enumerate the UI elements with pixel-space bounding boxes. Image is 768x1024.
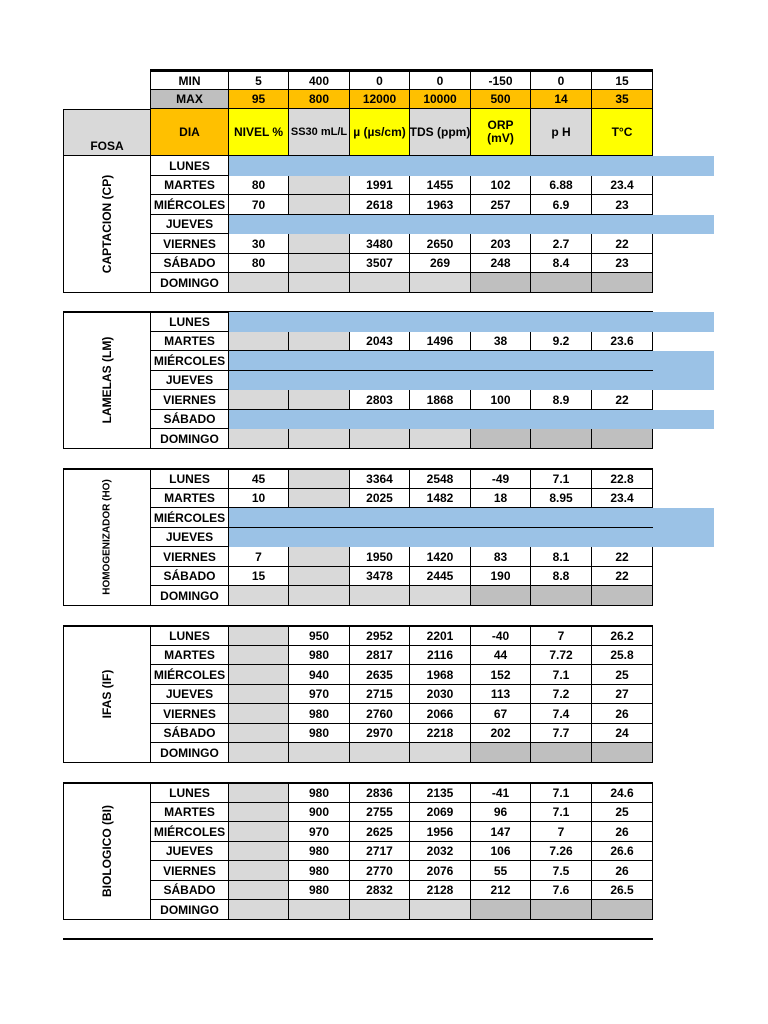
data-cell [410, 429, 471, 449]
data-cell [289, 254, 350, 273]
data-cell: 80 [229, 254, 289, 273]
data-cell [289, 469, 350, 489]
data-cell: 3507 [350, 254, 410, 273]
section-label-cell [63, 312, 151, 449]
data-cell [229, 646, 289, 665]
data-cell: 2970 [350, 724, 410, 743]
data-cell: 212 [471, 881, 531, 900]
data-cell: 970 [289, 822, 350, 842]
data-cell: 7.1 [531, 665, 592, 685]
day-label: DOMINGO [150, 273, 229, 293]
data-cell: 83 [471, 547, 531, 567]
data-cell: 1956 [410, 822, 471, 842]
data-cell: 23.4 [592, 176, 653, 195]
data-cell [229, 743, 289, 763]
max-value: 500 [471, 90, 531, 109]
data-cell: 2836 [350, 783, 410, 803]
data-cell: 7.7 [531, 724, 592, 743]
data-cell: 100 [471, 390, 531, 410]
data-cell: 269 [410, 254, 471, 273]
data-cell [289, 743, 350, 763]
data-cell: 1496 [410, 332, 471, 351]
data-cell: 2066 [410, 704, 471, 724]
data-cell [289, 234, 350, 254]
data-cell [289, 586, 350, 606]
data-cell: 27 [592, 685, 653, 704]
data-cell: -49 [471, 469, 531, 489]
data-cell [350, 273, 410, 293]
data-cell: 26 [592, 822, 653, 842]
data-cell: 22 [592, 567, 653, 586]
data-cell: 2755 [350, 803, 410, 822]
data-cell: 26.6 [592, 842, 653, 861]
data-cell: 3364 [350, 469, 410, 489]
section-label-cell [63, 626, 151, 763]
column-header: T°C [592, 109, 653, 156]
min-value: 0 [350, 69, 410, 90]
day-label: DOMINGO [150, 900, 229, 920]
section-label-cell [63, 469, 151, 606]
data-cell: 2760 [350, 704, 410, 724]
data-cell: 7.72 [531, 646, 592, 665]
data-cell: 96 [471, 803, 531, 822]
data-cell [350, 900, 410, 920]
day-label: LUNES [150, 156, 229, 176]
day-label: JUEVES [150, 685, 229, 704]
data-cell [289, 390, 350, 410]
data-cell [229, 429, 289, 449]
day-label: MARTES [150, 332, 229, 351]
section-label-cell [63, 783, 151, 920]
data-cell: 2548 [410, 469, 471, 489]
data-cell: 980 [289, 646, 350, 665]
no-sample-band [229, 351, 714, 371]
min-value: 5 [229, 69, 289, 90]
data-cell: 2635 [350, 665, 410, 685]
data-cell: -40 [471, 626, 531, 646]
max-label: MAX [150, 90, 229, 109]
data-cell [350, 586, 410, 606]
data-cell [592, 743, 653, 763]
column-header: µ (µs/cm) [350, 109, 410, 156]
day-label: SÁBADO [150, 567, 229, 586]
max-value: 35 [592, 90, 653, 109]
data-cell: 950 [289, 626, 350, 646]
data-cell: -41 [471, 783, 531, 803]
day-label: MIÉRCOLES [150, 822, 229, 842]
data-cell [229, 724, 289, 743]
data-cell [229, 586, 289, 606]
dia-header: DIA [150, 109, 229, 156]
data-cell: 22 [592, 547, 653, 567]
max-value: 10000 [410, 90, 471, 109]
data-cell [289, 332, 350, 351]
data-cell [410, 586, 471, 606]
no-sample-band [229, 156, 714, 176]
data-cell [471, 429, 531, 449]
data-cell [229, 900, 289, 920]
data-cell: 70 [229, 195, 289, 215]
day-label: JUEVES [150, 842, 229, 861]
data-cell: 2128 [410, 881, 471, 900]
data-cell [592, 273, 653, 293]
day-label: DOMINGO [150, 743, 229, 763]
column-header: p H [531, 109, 592, 156]
day-label: DOMINGO [150, 586, 229, 606]
data-cell: 2201 [410, 626, 471, 646]
data-cell [471, 273, 531, 293]
data-cell [229, 665, 289, 685]
data-cell: 102 [471, 176, 531, 195]
data-cell [229, 842, 289, 861]
data-cell: 1991 [350, 176, 410, 195]
max-value: 95 [229, 90, 289, 109]
data-cell: 7.1 [531, 803, 592, 822]
data-cell: 2618 [350, 195, 410, 215]
no-sample-band [229, 508, 714, 528]
data-cell [471, 586, 531, 606]
data-cell: 22 [592, 234, 653, 254]
data-cell: 2043 [350, 332, 410, 351]
min-label: MIN [150, 69, 229, 90]
data-cell: 23 [592, 254, 653, 273]
day-label: MIÉRCOLES [150, 351, 229, 371]
data-cell: 3478 [350, 567, 410, 586]
data-cell [410, 900, 471, 920]
data-cell: 2069 [410, 803, 471, 822]
data-cell: 55 [471, 861, 531, 881]
day-label: LUNES [150, 783, 229, 803]
data-cell: 940 [289, 665, 350, 685]
data-cell: 1963 [410, 195, 471, 215]
data-cell [592, 586, 653, 606]
no-sample-band [229, 528, 714, 547]
data-cell [471, 900, 531, 920]
data-cell: 2625 [350, 822, 410, 842]
day-label: SÁBADO [150, 724, 229, 743]
data-cell: 24 [592, 724, 653, 743]
day-label: DOMINGO [150, 429, 229, 449]
data-cell: 23 [592, 195, 653, 215]
day-label: MIÉRCOLES [150, 508, 229, 528]
data-cell: 147 [471, 822, 531, 842]
data-cell [410, 743, 471, 763]
data-cell: 9.2 [531, 332, 592, 351]
page-bottom-rule [63, 938, 653, 940]
day-label: MARTES [150, 803, 229, 822]
data-cell: 1868 [410, 390, 471, 410]
data-cell: 2770 [350, 861, 410, 881]
day-label: VIERNES [150, 704, 229, 724]
data-cell: 8.8 [531, 567, 592, 586]
data-cell: 8.4 [531, 254, 592, 273]
data-cell: 2832 [350, 881, 410, 900]
data-cell: 980 [289, 783, 350, 803]
data-cell [531, 273, 592, 293]
data-cell [289, 547, 350, 567]
day-label: SÁBADO [150, 254, 229, 273]
data-cell [229, 704, 289, 724]
column-header: SS30 mL/L [289, 109, 350, 156]
data-cell: 23.6 [592, 332, 653, 351]
data-cell [229, 783, 289, 803]
data-cell [289, 567, 350, 586]
data-cell [229, 803, 289, 822]
data-cell: 10 [229, 489, 289, 508]
data-cell: 152 [471, 665, 531, 685]
data-cell: 113 [471, 685, 531, 704]
min-value: 0 [531, 69, 592, 90]
no-sample-band [229, 410, 714, 429]
day-label: SÁBADO [150, 881, 229, 900]
data-cell: 44 [471, 646, 531, 665]
column-header: NIVEL % [229, 109, 289, 156]
day-label: VIERNES [150, 547, 229, 567]
data-cell: 22.8 [592, 469, 653, 489]
data-cell: 980 [289, 842, 350, 861]
data-cell: 980 [289, 704, 350, 724]
data-cell: 6.9 [531, 195, 592, 215]
day-label: JUEVES [150, 371, 229, 390]
day-label: MARTES [150, 646, 229, 665]
data-cell [350, 743, 410, 763]
day-label: LUNES [150, 469, 229, 489]
data-cell: 26.2 [592, 626, 653, 646]
section-name: IFAS (IF) [100, 669, 114, 719]
no-sample-band [229, 312, 714, 332]
data-cell: 900 [289, 803, 350, 822]
data-cell: 257 [471, 195, 531, 215]
max-value: 12000 [350, 90, 410, 109]
data-cell: 2.7 [531, 234, 592, 254]
data-cell: 24.6 [592, 783, 653, 803]
day-label: VIERNES [150, 234, 229, 254]
day-label: MIÉRCOLES [150, 665, 229, 685]
data-cell: 7.26 [531, 842, 592, 861]
data-cell: 30 [229, 234, 289, 254]
data-cell: 2218 [410, 724, 471, 743]
data-cell [229, 685, 289, 704]
data-cell: 1950 [350, 547, 410, 567]
data-cell [531, 586, 592, 606]
data-cell: 26 [592, 861, 653, 881]
data-cell [229, 273, 289, 293]
data-cell: 7 [531, 626, 592, 646]
fosa-header [63, 109, 151, 156]
data-cell [229, 861, 289, 881]
data-cell [471, 743, 531, 763]
data-cell: 2803 [350, 390, 410, 410]
data-cell: 7.1 [531, 783, 592, 803]
data-cell [592, 429, 653, 449]
no-sample-band [229, 215, 714, 234]
data-cell: 26 [592, 704, 653, 724]
no-sample-band [229, 371, 714, 390]
max-value: 800 [289, 90, 350, 109]
data-cell [229, 626, 289, 646]
data-cell: 25 [592, 665, 653, 685]
data-cell: 203 [471, 234, 531, 254]
data-cell [289, 489, 350, 508]
data-cell: 202 [471, 724, 531, 743]
data-cell: 2650 [410, 234, 471, 254]
data-cell: 190 [471, 567, 531, 586]
data-cell: 7 [531, 822, 592, 842]
data-cell: 2116 [410, 646, 471, 665]
day-label: LUNES [150, 312, 229, 332]
section-name: LAMELAS (LM) [100, 336, 114, 424]
data-cell: 8.1 [531, 547, 592, 567]
data-cell: 45 [229, 469, 289, 489]
section-name: CAPTACION (CP) [100, 174, 114, 273]
data-cell: 8.95 [531, 489, 592, 508]
data-cell: 248 [471, 254, 531, 273]
data-cell: 2030 [410, 685, 471, 704]
data-cell: 18 [471, 489, 531, 508]
data-cell: 7.5 [531, 861, 592, 881]
day-label: MIÉRCOLES [150, 195, 229, 215]
data-cell: 2817 [350, 646, 410, 665]
data-cell [229, 332, 289, 351]
day-label: MARTES [150, 489, 229, 508]
data-cell: 23.4 [592, 489, 653, 508]
data-cell: 7.4 [531, 704, 592, 724]
data-cell [289, 429, 350, 449]
data-cell [229, 822, 289, 842]
data-cell: 1420 [410, 547, 471, 567]
data-cell: 7.1 [531, 469, 592, 489]
section-label-cell [63, 156, 151, 293]
min-value: 400 [289, 69, 350, 90]
data-cell: 970 [289, 685, 350, 704]
data-cell [229, 390, 289, 410]
data-cell: 7.6 [531, 881, 592, 900]
data-cell [531, 743, 592, 763]
data-cell: 2076 [410, 861, 471, 881]
data-cell: 67 [471, 704, 531, 724]
column-header: TDS (ppm) [410, 109, 471, 156]
data-cell [289, 176, 350, 195]
day-label: JUEVES [150, 528, 229, 547]
data-cell: 8.9 [531, 390, 592, 410]
data-cell: 38 [471, 332, 531, 351]
data-cell [289, 195, 350, 215]
column-header: ORP (mV) [471, 109, 531, 156]
data-cell: 2717 [350, 842, 410, 861]
data-cell: 25 [592, 803, 653, 822]
min-value: 15 [592, 69, 653, 90]
data-cell: 22 [592, 390, 653, 410]
data-cell: 2952 [350, 626, 410, 646]
data-cell: 1482 [410, 489, 471, 508]
fosa-label: FOSA [90, 139, 124, 153]
data-cell: 106 [471, 842, 531, 861]
data-cell: 1455 [410, 176, 471, 195]
max-value: 14 [531, 90, 592, 109]
data-cell: 3480 [350, 234, 410, 254]
min-value: 0 [410, 69, 471, 90]
data-cell [592, 900, 653, 920]
data-cell: 980 [289, 861, 350, 881]
data-cell [350, 429, 410, 449]
day-label: JUEVES [150, 215, 229, 234]
data-cell: 15 [229, 567, 289, 586]
data-cell: 25.8 [592, 646, 653, 665]
data-cell [410, 273, 471, 293]
data-cell [289, 273, 350, 293]
data-cell [531, 900, 592, 920]
data-cell: 6.88 [531, 176, 592, 195]
data-cell: 1968 [410, 665, 471, 685]
data-cell: 2025 [350, 489, 410, 508]
data-cell: 2032 [410, 842, 471, 861]
data-cell: 980 [289, 881, 350, 900]
data-cell: 2445 [410, 567, 471, 586]
data-cell: 80 [229, 176, 289, 195]
day-label: SÁBADO [150, 410, 229, 429]
min-value: -150 [471, 69, 531, 90]
section-name: BIOLOGICO (BI) [100, 805, 114, 898]
data-cell: 7.2 [531, 685, 592, 704]
data-cell: 980 [289, 724, 350, 743]
day-label: LUNES [150, 626, 229, 646]
data-cell: 7 [229, 547, 289, 567]
day-label: VIERNES [150, 861, 229, 881]
data-cell [229, 881, 289, 900]
day-label: VIERNES [150, 390, 229, 410]
section-name: HOMOGENIZADOR (HO) [101, 479, 113, 596]
day-label: MARTES [150, 176, 229, 195]
data-cell [531, 429, 592, 449]
data-cell: 2135 [410, 783, 471, 803]
data-cell [289, 900, 350, 920]
data-cell: 26.5 [592, 881, 653, 900]
data-cell: 2715 [350, 685, 410, 704]
